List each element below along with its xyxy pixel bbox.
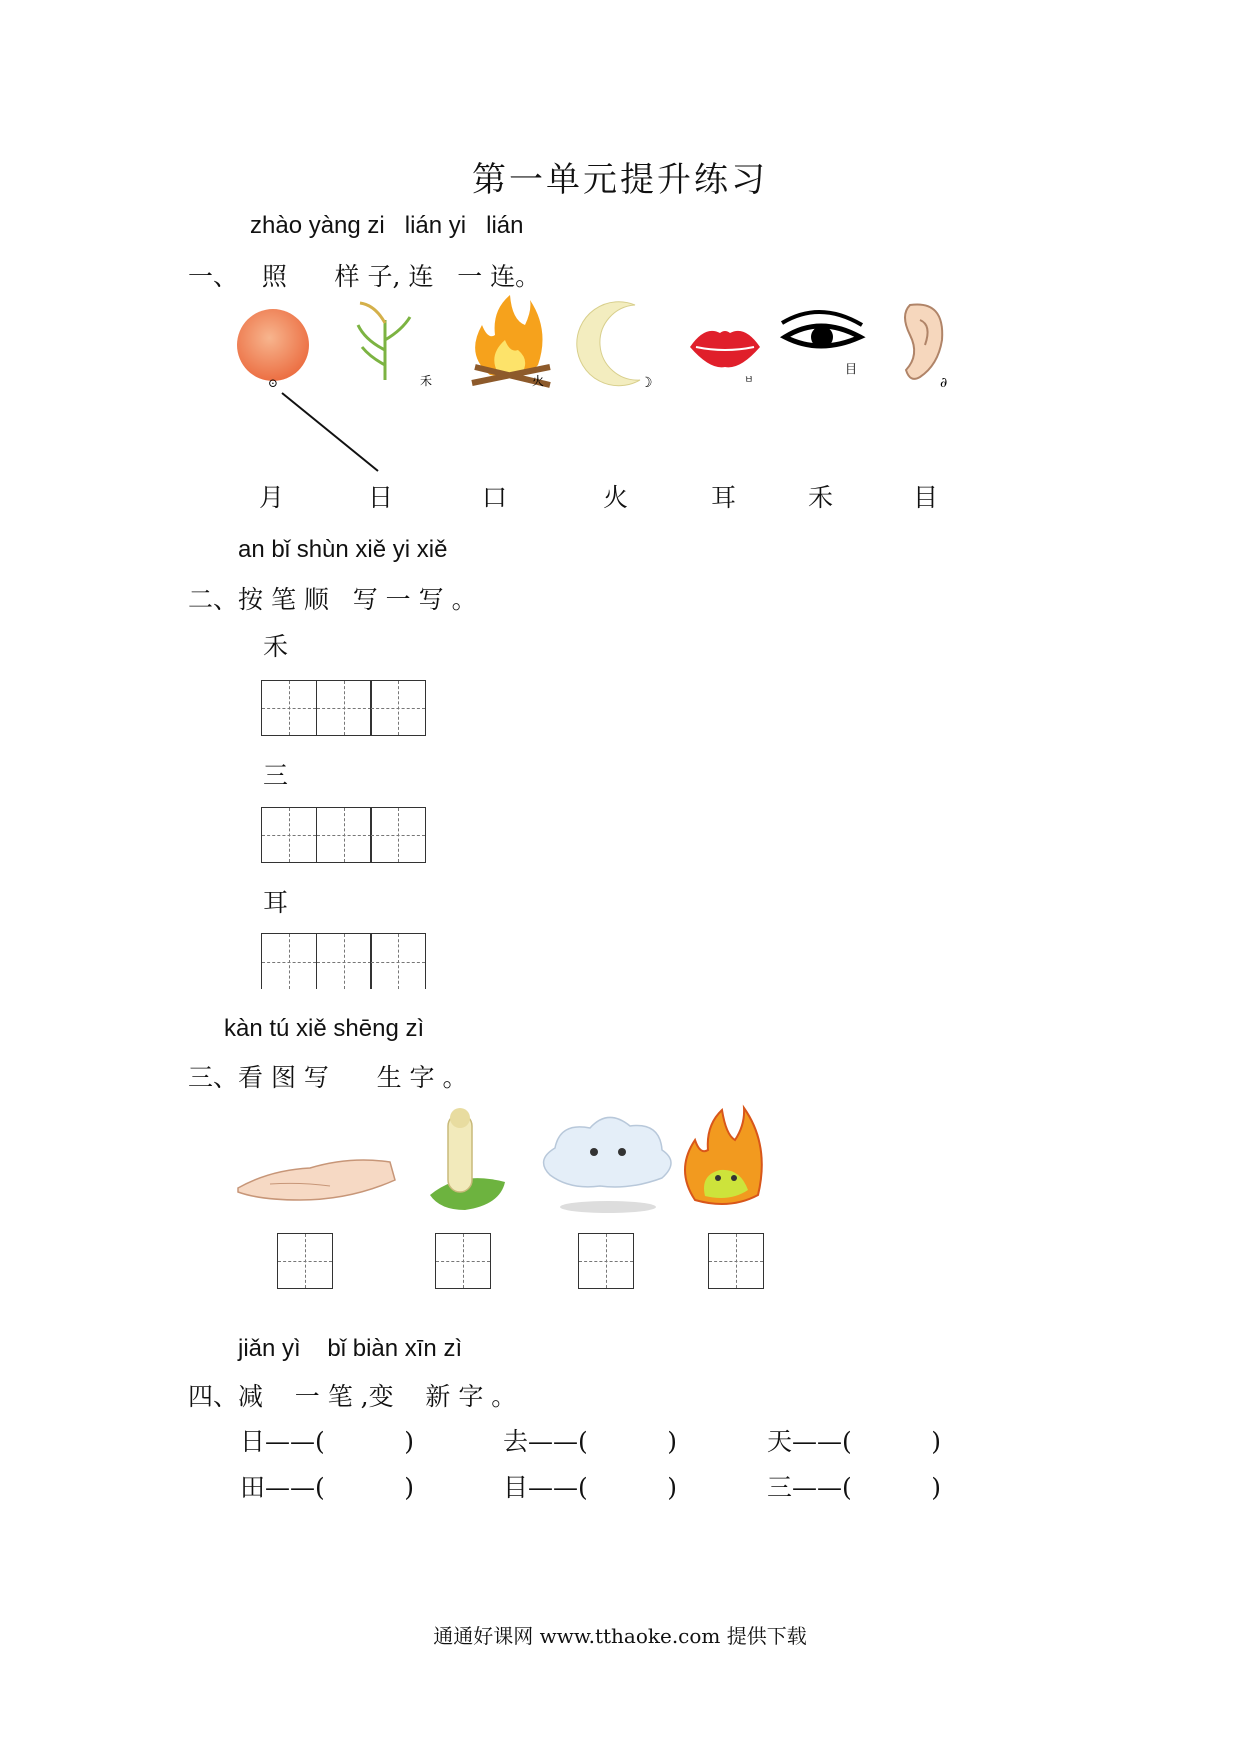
tianzige-box[interactable] (316, 807, 372, 863)
section1-picture-row (220, 295, 980, 475)
stroke-char-er: 耳 (263, 888, 289, 917)
sun-picture (237, 309, 309, 381)
answer-box-cloud (578, 1233, 634, 1289)
stroke-char-san: 三 (263, 761, 289, 790)
tianzige-box[interactable] (435, 1233, 491, 1289)
match-char: 禾 (808, 483, 834, 512)
answer-box-hand (277, 1233, 333, 1289)
moon-picture (577, 302, 640, 386)
example-connecting-line (282, 393, 378, 471)
tianzige-box[interactable] (316, 680, 372, 736)
tianzige-box[interactable] (578, 1233, 634, 1289)
section1-heading: 一、 照 样 子, 连 一 连。 (188, 262, 541, 291)
match-char: 日 (368, 483, 394, 512)
hand-picture (238, 1160, 395, 1200)
section3-pinyin: kàn tú xiě shēng zì (224, 1015, 425, 1042)
fire-picture (472, 295, 550, 385)
mouth-glyph: ㅂ (744, 375, 754, 386)
ear-glyph: ∂ (940, 375, 948, 391)
section4-pinyin: jiǎn yì bǐ biàn xīn zì (238, 1335, 463, 1362)
tianzige-box[interactable] (261, 807, 317, 863)
sun-glyph: ⊙ (268, 376, 279, 390)
subtract-stroke-item[interactable]: 三——( ) (767, 1473, 941, 1502)
section2-pinyin: an bǐ shùn xiě yi xiě (238, 536, 448, 563)
grain-plant-picture (358, 303, 410, 380)
writing-grid-er (261, 933, 426, 989)
section4-heading: 四、减 一 笔 ,变 新 字 。 (188, 1382, 517, 1411)
footer-source: 通通好课网 www.tthaoke.com 提供下载 (433, 1624, 807, 1648)
section3-picture-row (230, 1100, 790, 1220)
tianzige-box[interactable] (708, 1233, 764, 1289)
section3-heading: 三、看 图 写 生 字 。 (188, 1063, 468, 1092)
tianzige-box[interactable] (261, 680, 317, 736)
silkworm-picture (430, 1108, 505, 1210)
subtract-stroke-item[interactable]: 去——( ) (503, 1427, 677, 1456)
flame-picture (685, 1108, 762, 1204)
tianzige-box[interactable] (370, 807, 426, 863)
grain-glyph: 禾 (420, 374, 433, 388)
moon-glyph: ☽ (640, 375, 653, 391)
subtract-stroke-item[interactable]: 天——( ) (767, 1427, 941, 1456)
writing-grid-he (261, 680, 426, 736)
stroke-char-he: 禾 (263, 632, 289, 661)
eye-glyph: 目 (845, 362, 858, 376)
match-char: 目 (913, 483, 939, 512)
mouth-picture (690, 331, 760, 367)
fire-glyph: 火 (532, 374, 545, 388)
match-char: 月 (259, 483, 285, 512)
section2-heading: 二、按 笔 顺 写 一 写 。 (188, 585, 477, 614)
tianzige-box[interactable] (370, 680, 426, 736)
ear-picture (905, 304, 942, 378)
cloud-picture (544, 1117, 671, 1213)
subtract-stroke-item[interactable]: 目——( ) (503, 1473, 677, 1502)
match-char: 口 (482, 483, 508, 512)
eye-picture (782, 312, 862, 348)
answer-box-silkworm (435, 1233, 491, 1289)
answer-box-flame (708, 1233, 764, 1289)
tianzige-box[interactable] (370, 933, 426, 989)
match-char: 火 (603, 483, 629, 512)
tianzige-box[interactable] (316, 933, 372, 989)
section1-pinyin: zhào yàng zi lián yi lián (250, 212, 524, 239)
subtract-stroke-item[interactable]: 日——( ) (240, 1427, 414, 1456)
match-char: 耳 (711, 483, 737, 512)
tianzige-box[interactable] (277, 1233, 333, 1289)
writing-grid-san (261, 807, 426, 863)
page-title: 第一单元提升练习 (472, 160, 768, 200)
subtract-stroke-item[interactable]: 田——( ) (240, 1473, 414, 1502)
tianzige-box[interactable] (261, 933, 317, 989)
